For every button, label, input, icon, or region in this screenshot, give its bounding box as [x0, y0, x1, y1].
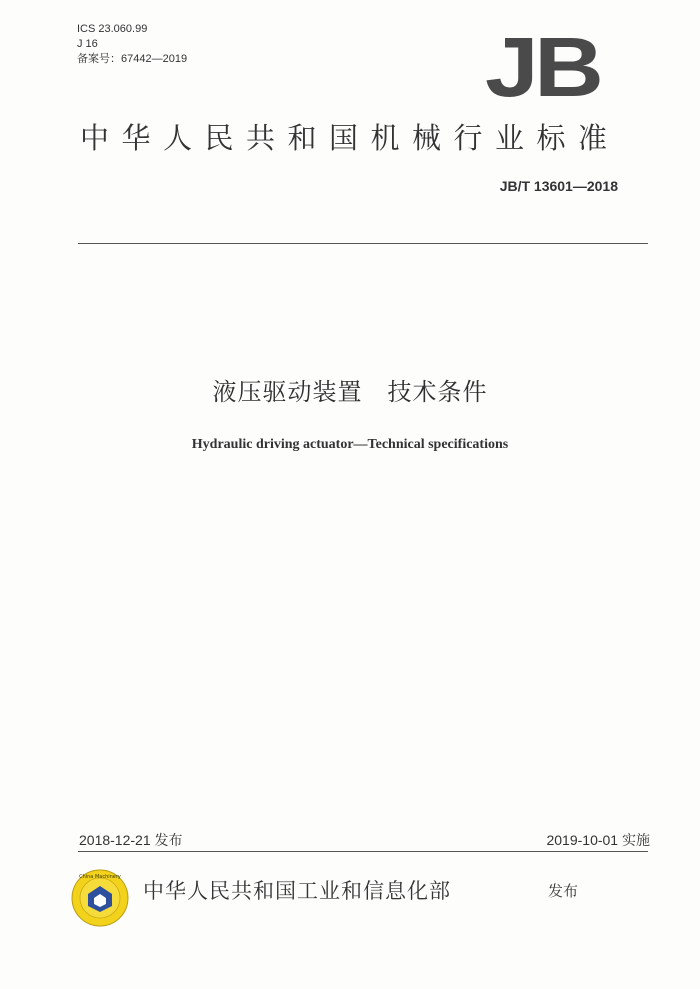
implementation-date: 2019-10-01 实施 — [546, 832, 650, 848]
issuer-name: 中华人民共和国工业和信息化部 — [143, 879, 451, 903]
standard-number — [500, 178, 618, 194]
standard-number-text: JB/T 13601—2018 — [499, 178, 618, 194]
issue-date: 2018-12-21 发布 — [79, 832, 183, 848]
ccs-code: J 16 — [77, 38, 98, 50]
issuer-row — [70, 860, 650, 930]
bottom-divider — [78, 851, 648, 852]
ics-code: ICS 23.060.99 — [77, 23, 148, 35]
standard-category-title: 中华人民共和国机械行业标准 — [80, 121, 620, 155]
document-title-en: Hydraulic driving actuator—Technical specifications — [191, 437, 509, 452]
top-divider — [78, 243, 648, 244]
filing-number: 备案号：67442—2019 — [77, 53, 188, 65]
seal-text: China Machinery — [79, 874, 121, 880]
document-title-cn: 液压驱动装置 技术条件 — [212, 378, 488, 406]
jb-logo: JB — [485, 20, 600, 114]
issuer-action: 发布 — [548, 882, 579, 900]
classification-block — [77, 22, 187, 67]
ministry-seal-icon — [70, 868, 130, 928]
